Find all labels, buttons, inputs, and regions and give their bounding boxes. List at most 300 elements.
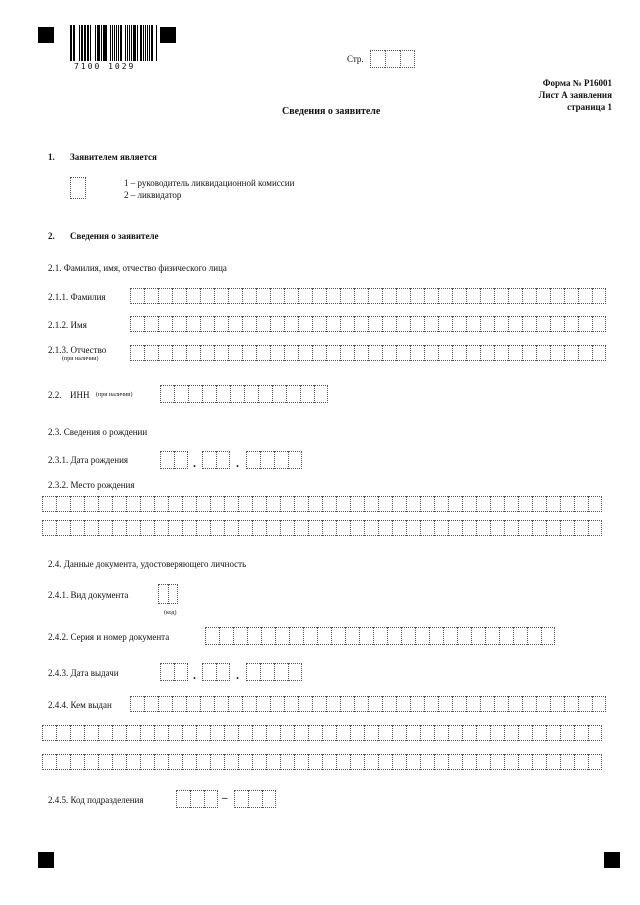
entry-cell[interactable] bbox=[202, 451, 216, 469]
entry-cell[interactable] bbox=[42, 520, 56, 536]
entry-cell[interactable] bbox=[308, 496, 322, 512]
entry-cell[interactable] bbox=[499, 627, 513, 645]
entry-cell[interactable] bbox=[70, 754, 84, 770]
entry-cell[interactable] bbox=[280, 496, 294, 512]
entry-cell[interactable] bbox=[345, 627, 359, 645]
entry-cell[interactable] bbox=[158, 316, 172, 332]
entry-cell[interactable] bbox=[158, 696, 172, 712]
entry-cell[interactable] bbox=[202, 663, 216, 681]
entry-cell[interactable] bbox=[392, 725, 406, 741]
entry-cell[interactable] bbox=[230, 385, 244, 403]
entry-cell[interactable] bbox=[160, 663, 174, 681]
entry-cell[interactable] bbox=[452, 316, 466, 332]
entry-cell[interactable] bbox=[387, 627, 401, 645]
entry-cell[interactable] bbox=[532, 725, 546, 741]
entry-cell[interactable] bbox=[322, 520, 336, 536]
entry-cell[interactable] bbox=[438, 696, 452, 712]
entry-cell[interactable] bbox=[228, 316, 242, 332]
entry-cell[interactable] bbox=[224, 520, 238, 536]
entry-cell[interactable] bbox=[574, 520, 588, 536]
division-code-field-part-1[interactable] bbox=[176, 790, 218, 808]
entry-cell[interactable] bbox=[476, 520, 490, 536]
entry-cell[interactable] bbox=[98, 725, 112, 741]
entry-cell[interactable] bbox=[275, 627, 289, 645]
entry-cell[interactable] bbox=[210, 520, 224, 536]
entry-cell[interactable] bbox=[300, 385, 314, 403]
entry-cell[interactable] bbox=[70, 496, 84, 512]
entry-cell[interactable] bbox=[588, 520, 602, 536]
entry-cell[interactable] bbox=[238, 520, 252, 536]
entry-cell[interactable] bbox=[196, 496, 210, 512]
entry-cell[interactable] bbox=[378, 754, 392, 770]
entry-cell[interactable] bbox=[182, 754, 196, 770]
entry-cell[interactable] bbox=[480, 288, 494, 304]
entry-cell[interactable] bbox=[494, 345, 508, 361]
entry-cell[interactable] bbox=[274, 451, 288, 469]
entry-cell[interactable] bbox=[186, 316, 200, 332]
entry-cell[interactable] bbox=[564, 696, 578, 712]
entry-cell[interactable] bbox=[160, 385, 174, 403]
entry-cell[interactable] bbox=[340, 345, 354, 361]
entry-cell[interactable] bbox=[284, 316, 298, 332]
entry-cell[interactable] bbox=[174, 663, 188, 681]
entry-cell[interactable] bbox=[564, 316, 578, 332]
birth-day-field[interactable] bbox=[160, 451, 188, 469]
entry-cell[interactable] bbox=[424, 288, 438, 304]
entry-cell[interactable] bbox=[308, 520, 322, 536]
entry-cell[interactable] bbox=[154, 725, 168, 741]
entry-cell[interactable] bbox=[336, 520, 350, 536]
entry-cell[interactable] bbox=[130, 696, 144, 712]
entry-cell[interactable] bbox=[214, 345, 228, 361]
entry-cell[interactable] bbox=[242, 345, 256, 361]
entry-cell[interactable] bbox=[424, 345, 438, 361]
entry-cell[interactable] bbox=[532, 520, 546, 536]
entry-cell[interactable] bbox=[294, 754, 308, 770]
entry-cell[interactable] bbox=[546, 496, 560, 512]
issue-month-field[interactable] bbox=[202, 663, 230, 681]
surname-field[interactable] bbox=[130, 288, 606, 304]
entry-cell[interactable] bbox=[396, 316, 410, 332]
entry-cell[interactable] bbox=[154, 496, 168, 512]
entry-cell[interactable] bbox=[42, 754, 56, 770]
entry-cell[interactable] bbox=[560, 725, 574, 741]
entry-cell[interactable] bbox=[256, 345, 270, 361]
entry-cell[interactable] bbox=[238, 496, 252, 512]
entry-cell[interactable] bbox=[188, 385, 202, 403]
entry-cell[interactable] bbox=[258, 385, 272, 403]
entry-cell[interactable] bbox=[154, 754, 168, 770]
entry-cell[interactable] bbox=[42, 496, 56, 512]
entry-cell[interactable] bbox=[216, 663, 230, 681]
entry-cell[interactable] bbox=[261, 627, 275, 645]
entry-cell[interactable] bbox=[172, 288, 186, 304]
entry-cell[interactable] bbox=[158, 584, 168, 604]
entry-cell[interactable] bbox=[284, 696, 298, 712]
entry-cell[interactable] bbox=[112, 496, 126, 512]
entry-cell[interactable] bbox=[288, 451, 302, 469]
entry-cell[interactable] bbox=[219, 627, 233, 645]
entry-cell[interactable] bbox=[368, 345, 382, 361]
entry-cell[interactable] bbox=[322, 754, 336, 770]
entry-cell[interactable] bbox=[504, 496, 518, 512]
entry-cell[interactable] bbox=[410, 316, 424, 332]
entry-cell[interactable] bbox=[228, 288, 242, 304]
entry-cell[interactable] bbox=[364, 754, 378, 770]
document-type-field[interactable] bbox=[158, 584, 178, 604]
entry-cell[interactable] bbox=[476, 496, 490, 512]
page-number-field[interactable] bbox=[370, 50, 415, 68]
entry-cell[interactable] bbox=[592, 288, 606, 304]
entry-cell[interactable] bbox=[588, 725, 602, 741]
entry-cell[interactable] bbox=[214, 316, 228, 332]
entry-cell[interactable] bbox=[312, 288, 326, 304]
entry-cell[interactable] bbox=[350, 520, 364, 536]
entry-cell[interactable] bbox=[382, 345, 396, 361]
entry-cell[interactable] bbox=[84, 725, 98, 741]
issued-by-field-row-1[interactable] bbox=[130, 696, 606, 712]
entry-cell[interactable] bbox=[429, 627, 443, 645]
entry-cell[interactable] bbox=[234, 790, 248, 808]
entry-cell[interactable] bbox=[205, 627, 219, 645]
birth-place-field-row-1[interactable] bbox=[42, 496, 602, 512]
entry-cell[interactable] bbox=[401, 627, 415, 645]
entry-cell[interactable] bbox=[98, 520, 112, 536]
entry-cell[interactable] bbox=[466, 288, 480, 304]
entry-cell[interactable] bbox=[158, 288, 172, 304]
entry-cell[interactable] bbox=[364, 496, 378, 512]
entry-cell[interactable] bbox=[144, 316, 158, 332]
entry-cell[interactable] bbox=[214, 288, 228, 304]
entry-cell[interactable] bbox=[274, 663, 288, 681]
entry-cell[interactable] bbox=[266, 754, 280, 770]
entry-cell[interactable] bbox=[112, 754, 126, 770]
patronymic-field[interactable] bbox=[130, 345, 606, 361]
entry-cell[interactable] bbox=[182, 520, 196, 536]
entry-cell[interactable] bbox=[578, 316, 592, 332]
entry-cell[interactable] bbox=[541, 627, 555, 645]
entry-cell[interactable] bbox=[406, 496, 420, 512]
entry-cell[interactable] bbox=[546, 754, 560, 770]
entry-cell[interactable] bbox=[190, 790, 204, 808]
entry-cell[interactable] bbox=[340, 696, 354, 712]
entry-cell[interactable] bbox=[382, 316, 396, 332]
division-code-field-part-2[interactable] bbox=[234, 790, 276, 808]
entry-cell[interactable] bbox=[298, 316, 312, 332]
entry-cell[interactable] bbox=[168, 496, 182, 512]
entry-cell[interactable] bbox=[574, 496, 588, 512]
entry-cell[interactable] bbox=[242, 288, 256, 304]
entry-cell[interactable] bbox=[130, 345, 144, 361]
entry-cell[interactable] bbox=[140, 496, 154, 512]
entry-cell[interactable] bbox=[438, 345, 452, 361]
entry-cell[interactable] bbox=[448, 725, 462, 741]
entry-cell[interactable] bbox=[560, 496, 574, 512]
entry-cell[interactable] bbox=[331, 627, 345, 645]
entry-cell[interactable] bbox=[518, 754, 532, 770]
entry-cell[interactable] bbox=[546, 725, 560, 741]
entry-cell[interactable] bbox=[522, 288, 536, 304]
entry-cell[interactable] bbox=[242, 696, 256, 712]
entry-cell[interactable] bbox=[560, 754, 574, 770]
entry-cell[interactable] bbox=[112, 520, 126, 536]
entry-cell[interactable] bbox=[466, 696, 480, 712]
entry-cell[interactable] bbox=[326, 345, 340, 361]
entry-cell[interactable] bbox=[504, 520, 518, 536]
entry-cell[interactable] bbox=[322, 496, 336, 512]
entry-cell[interactable] bbox=[494, 316, 508, 332]
entry-cell[interactable] bbox=[415, 627, 429, 645]
entry-cell[interactable] bbox=[466, 316, 480, 332]
entry-cell[interactable] bbox=[378, 725, 392, 741]
entry-cell[interactable] bbox=[224, 725, 238, 741]
entry-cell[interactable] bbox=[322, 725, 336, 741]
issue-year-field[interactable] bbox=[246, 663, 302, 681]
entry-cell[interactable] bbox=[260, 663, 274, 681]
entry-cell[interactable] bbox=[216, 385, 230, 403]
entry-cell[interactable] bbox=[172, 345, 186, 361]
issue-day-field[interactable] bbox=[160, 663, 188, 681]
entry-cell[interactable] bbox=[359, 627, 373, 645]
entry-cell[interactable] bbox=[168, 725, 182, 741]
entry-cell[interactable] bbox=[476, 725, 490, 741]
entry-cell[interactable] bbox=[532, 496, 546, 512]
entry-cell[interactable] bbox=[246, 451, 260, 469]
entry-cell[interactable] bbox=[410, 345, 424, 361]
entry-cell[interactable] bbox=[308, 754, 322, 770]
entry-cell[interactable] bbox=[200, 345, 214, 361]
entry-cell[interactable] bbox=[434, 520, 448, 536]
entry-cell[interactable] bbox=[420, 725, 434, 741]
entry-cell[interactable] bbox=[224, 754, 238, 770]
entry-cell[interactable] bbox=[216, 451, 230, 469]
entry-cell[interactable] bbox=[98, 754, 112, 770]
entry-cell[interactable] bbox=[578, 345, 592, 361]
entry-cell[interactable] bbox=[578, 288, 592, 304]
first-name-field[interactable] bbox=[130, 316, 606, 332]
entry-cell[interactable] bbox=[490, 496, 504, 512]
entry-cell[interactable] bbox=[280, 520, 294, 536]
entry-cell[interactable] bbox=[364, 725, 378, 741]
entry-cell[interactable] bbox=[84, 520, 98, 536]
entry-cell[interactable] bbox=[382, 288, 396, 304]
entry-cell[interactable] bbox=[246, 663, 260, 681]
entry-cell[interactable] bbox=[176, 790, 190, 808]
entry-cell[interactable] bbox=[308, 725, 322, 741]
entry-cell[interactable] bbox=[490, 754, 504, 770]
entry-cell[interactable] bbox=[42, 725, 56, 741]
entry-cell[interactable] bbox=[200, 316, 214, 332]
entry-cell[interactable] bbox=[504, 754, 518, 770]
entry-cell[interactable] bbox=[364, 520, 378, 536]
entry-cell[interactable] bbox=[160, 451, 174, 469]
entry-cell[interactable] bbox=[508, 288, 522, 304]
entry-cell[interactable] bbox=[312, 345, 326, 361]
entry-cell[interactable] bbox=[434, 496, 448, 512]
entry-cell[interactable] bbox=[284, 345, 298, 361]
entry-cell[interactable] bbox=[289, 627, 303, 645]
entry-cell[interactable] bbox=[210, 754, 224, 770]
entry-cell[interactable] bbox=[340, 316, 354, 332]
entry-cell[interactable] bbox=[182, 496, 196, 512]
entry-cell[interactable] bbox=[262, 790, 276, 808]
entry-cell[interactable] bbox=[312, 696, 326, 712]
entry-cell[interactable] bbox=[373, 627, 387, 645]
entry-cell[interactable] bbox=[186, 696, 200, 712]
entry-cell[interactable] bbox=[518, 520, 532, 536]
entry-cell[interactable] bbox=[424, 696, 438, 712]
entry-cell[interactable] bbox=[578, 696, 592, 712]
entry-cell[interactable] bbox=[434, 725, 448, 741]
entry-cell[interactable] bbox=[56, 496, 70, 512]
entry-cell[interactable] bbox=[354, 696, 368, 712]
entry-cell[interactable] bbox=[350, 725, 364, 741]
entry-cell[interactable] bbox=[200, 696, 214, 712]
entry-cell[interactable] bbox=[400, 50, 415, 68]
entry-cell[interactable] bbox=[438, 288, 452, 304]
entry-cell[interactable] bbox=[196, 520, 210, 536]
entry-cell[interactable] bbox=[368, 288, 382, 304]
entry-cell[interactable] bbox=[564, 288, 578, 304]
entry-cell[interactable] bbox=[592, 696, 606, 712]
entry-cell[interactable] bbox=[485, 627, 499, 645]
entry-cell[interactable] bbox=[158, 345, 172, 361]
entry-cell[interactable] bbox=[202, 385, 216, 403]
entry-cell[interactable] bbox=[270, 696, 284, 712]
entry-cell[interactable] bbox=[298, 345, 312, 361]
entry-cell[interactable] bbox=[574, 725, 588, 741]
entry-cell[interactable] bbox=[228, 696, 242, 712]
entry-cell[interactable] bbox=[256, 288, 270, 304]
entry-cell[interactable] bbox=[536, 345, 550, 361]
entry-cell[interactable] bbox=[140, 725, 154, 741]
entry-cell[interactable] bbox=[238, 725, 252, 741]
entry-cell[interactable] bbox=[256, 696, 270, 712]
entry-cell[interactable] bbox=[210, 496, 224, 512]
entry-cell[interactable] bbox=[182, 725, 196, 741]
entry-cell[interactable] bbox=[406, 754, 420, 770]
entry-cell[interactable] bbox=[368, 696, 382, 712]
entry-cell[interactable] bbox=[480, 345, 494, 361]
entry-cell[interactable] bbox=[392, 496, 406, 512]
entry-cell[interactable] bbox=[168, 584, 178, 604]
entry-cell[interactable] bbox=[70, 177, 86, 199]
entry-cell[interactable] bbox=[550, 316, 564, 332]
entry-cell[interactable] bbox=[154, 520, 168, 536]
entry-cell[interactable] bbox=[574, 754, 588, 770]
entry-cell[interactable] bbox=[378, 496, 392, 512]
entry-cell[interactable] bbox=[336, 496, 350, 512]
entry-cell[interactable] bbox=[238, 754, 252, 770]
document-series-field[interactable] bbox=[205, 627, 555, 645]
entry-cell[interactable] bbox=[396, 288, 410, 304]
entry-cell[interactable] bbox=[480, 696, 494, 712]
issued-by-field-row-2[interactable] bbox=[42, 725, 602, 741]
entry-cell[interactable] bbox=[200, 288, 214, 304]
entry-cell[interactable] bbox=[370, 50, 385, 68]
entry-cell[interactable] bbox=[126, 725, 140, 741]
entry-cell[interactable] bbox=[252, 725, 266, 741]
entry-cell[interactable] bbox=[508, 345, 522, 361]
entry-cell[interactable] bbox=[546, 520, 560, 536]
entry-cell[interactable] bbox=[462, 496, 476, 512]
entry-cell[interactable] bbox=[186, 288, 200, 304]
entry-cell[interactable] bbox=[564, 345, 578, 361]
entry-cell[interactable] bbox=[317, 627, 331, 645]
entry-cell[interactable] bbox=[56, 520, 70, 536]
entry-cell[interactable] bbox=[420, 520, 434, 536]
entry-cell[interactable] bbox=[448, 520, 462, 536]
entry-cell[interactable] bbox=[410, 288, 424, 304]
entry-cell[interactable] bbox=[284, 288, 298, 304]
entry-cell[interactable] bbox=[312, 316, 326, 332]
entry-cell[interactable] bbox=[168, 754, 182, 770]
entry-cell[interactable] bbox=[130, 288, 144, 304]
entry-cell[interactable] bbox=[294, 725, 308, 741]
entry-cell[interactable] bbox=[266, 725, 280, 741]
entry-cell[interactable] bbox=[228, 345, 242, 361]
entry-cell[interactable] bbox=[247, 627, 261, 645]
entry-cell[interactable] bbox=[550, 696, 564, 712]
entry-cell[interactable] bbox=[204, 790, 218, 808]
entry-cell[interactable] bbox=[140, 520, 154, 536]
entry-cell[interactable] bbox=[126, 754, 140, 770]
entry-cell[interactable] bbox=[385, 50, 400, 68]
entry-cell[interactable] bbox=[434, 754, 448, 770]
entry-cell[interactable] bbox=[172, 316, 186, 332]
entry-cell[interactable] bbox=[252, 496, 266, 512]
entry-cell[interactable] bbox=[336, 725, 350, 741]
entry-cell[interactable] bbox=[174, 385, 188, 403]
entry-cell[interactable] bbox=[354, 345, 368, 361]
entry-cell[interactable] bbox=[266, 520, 280, 536]
entry-cell[interactable] bbox=[354, 288, 368, 304]
applicant-type-field[interactable] bbox=[70, 177, 86, 199]
entry-cell[interactable] bbox=[592, 345, 606, 361]
entry-cell[interactable] bbox=[84, 754, 98, 770]
entry-cell[interactable] bbox=[494, 288, 508, 304]
entry-cell[interactable] bbox=[326, 316, 340, 332]
entry-cell[interactable] bbox=[462, 520, 476, 536]
entry-cell[interactable] bbox=[424, 316, 438, 332]
entry-cell[interactable] bbox=[504, 725, 518, 741]
entry-cell[interactable] bbox=[298, 288, 312, 304]
entry-cell[interactable] bbox=[172, 696, 186, 712]
entry-cell[interactable] bbox=[452, 288, 466, 304]
entry-cell[interactable] bbox=[140, 754, 154, 770]
entry-cell[interactable] bbox=[392, 520, 406, 536]
entry-cell[interactable] bbox=[522, 345, 536, 361]
entry-cell[interactable] bbox=[536, 288, 550, 304]
entry-cell[interactable] bbox=[368, 316, 382, 332]
entry-cell[interactable] bbox=[550, 345, 564, 361]
entry-cell[interactable] bbox=[522, 316, 536, 332]
entry-cell[interactable] bbox=[196, 754, 210, 770]
entry-cell[interactable] bbox=[406, 725, 420, 741]
entry-cell[interactable] bbox=[84, 496, 98, 512]
entry-cell[interactable] bbox=[248, 790, 262, 808]
entry-cell[interactable] bbox=[522, 696, 536, 712]
entry-cell[interactable] bbox=[174, 451, 188, 469]
birth-month-field[interactable] bbox=[202, 451, 230, 469]
entry-cell[interactable] bbox=[392, 754, 406, 770]
entry-cell[interactable] bbox=[260, 451, 274, 469]
entry-cell[interactable] bbox=[420, 496, 434, 512]
entry-cell[interactable] bbox=[144, 345, 158, 361]
entry-cell[interactable] bbox=[70, 725, 84, 741]
entry-cell[interactable] bbox=[350, 754, 364, 770]
entry-cell[interactable] bbox=[443, 627, 457, 645]
